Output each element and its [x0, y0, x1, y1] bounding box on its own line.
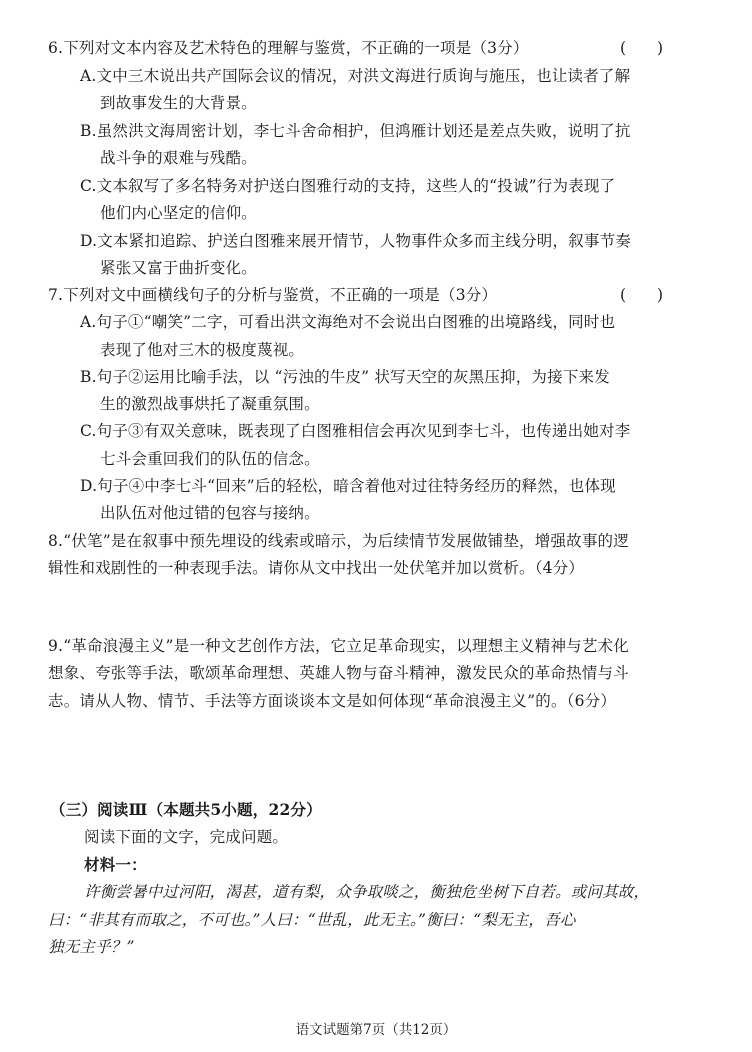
q8-line-1: 8.“伏笔”是在叙事中预先埋设的线索或暗示，为后续情节发展做铺垫，增强故事的逻 — [48, 532, 629, 550]
q6-stem: 6.下列对文本内容及艺术特色的理解与鉴赏，不正确的一项是（3分） — [48, 39, 529, 57]
q7-option-c-cont: 七斗会重回我们的队伍的信念。 — [100, 450, 320, 468]
q6-option-d-cont: 紧张又富于曲折变化。 — [100, 259, 258, 277]
q6-option-c: C.文本叙写了多名特务对护送白图雅行动的支持，这些人的“投诚”行为表现了 — [80, 177, 616, 195]
q6-option-a-cont: 到故事发生的大背景。 — [100, 94, 258, 112]
page-footer: 语文试题第7页（共12页） — [295, 1022, 457, 1038]
material-line-1: 许衡尝暑中过河阳，渴甚，道有梨，众争取啖之，衡独危坐树下自若。或问其故， — [84, 883, 650, 901]
q7-option-b: B.句子②运用比喻手法，以 “污浊的牛皮” 状写天空的灰黑压抑，为接下来发 — [80, 368, 610, 386]
section-heading: （三）阅读Ⅲ（本题共5小题，22分） — [50, 800, 322, 819]
q7-option-c: C.句子③有双关意味，既表现了白图雅相信会再次见到李七斗，也传递出她对李 — [80, 422, 631, 440]
material-line-3: 独无主乎？” — [48, 938, 135, 956]
q9-line-2: 想象、夸张等手法，歌颂革命理想、英雄人物与奋斗精神，激发民众的革命热情与斗 — [48, 664, 629, 682]
material-label: 材料一： — [84, 855, 147, 874]
q7-option-d: D.句子④中李七斗“回来”后的轻松，暗含着他对过往特务经历的释然，也体现 — [80, 477, 616, 495]
q6-answer-paren: ( ) — [620, 39, 664, 57]
q6-option-b-cont: 战斗争的艰难与残酷。 — [100, 149, 258, 167]
q6-option-b: B.虽然洪文海周密计划，李七斗舍命相护，但鸿雁计划还是差点失败，说明了抗 — [80, 122, 631, 140]
q6-option-d: D.文本紧扣追踪、护送白图雅来展开情节，人物事件众多而主线分明，叙事节奏 — [80, 232, 632, 250]
material-line-2: 曰：“非其有而取之，不可也。”人曰：“世乱，此无主。”衡曰：“梨无主，吾心 — [48, 911, 576, 929]
q8-line-2: 辑性和戏剧性的一种表现手法。请你从文中找出一处伏笔并加以赏析。（4分） — [48, 559, 585, 577]
q7-option-d-cont: 出队伍对他过错的包容与接纳。 — [100, 504, 320, 522]
section-instruction: 阅读下面的文字，完成问题。 — [84, 828, 289, 846]
q9-line-3: 志。请从人物、情节、手法等方面谈谈本文是如何体现“革命浪漫主义”的。（6分） — [48, 692, 617, 710]
q7-stem: 7.下列对文中画横线句子的分析与鉴赏，不正确的一项是（3分） — [48, 286, 498, 304]
q7-option-b-cont: 生的激烈战事烘托了凝重氛围。 — [100, 395, 320, 413]
q7-option-a: A.句子①“嘲笑”二字，可看出洪文海绝对不会说出白图雅的出境路线，同时也 — [80, 313, 616, 331]
q6-option-a: A.文中三木说出共产国际会议的情况，对洪文海进行质询与施压，也让读者了解 — [80, 67, 631, 85]
q7-answer-paren: ( ) — [620, 286, 664, 304]
q6-option-c-cont: 他们内心坚定的信仰。 — [100, 204, 258, 222]
q7-option-a-cont: 表现了他对三木的极度蔑视。 — [100, 341, 305, 359]
q9-line-1: 9.“革命浪漫主义”是一种文艺创作方法，它立足革命现实，以理想主义精神与艺术化 — [48, 637, 629, 655]
